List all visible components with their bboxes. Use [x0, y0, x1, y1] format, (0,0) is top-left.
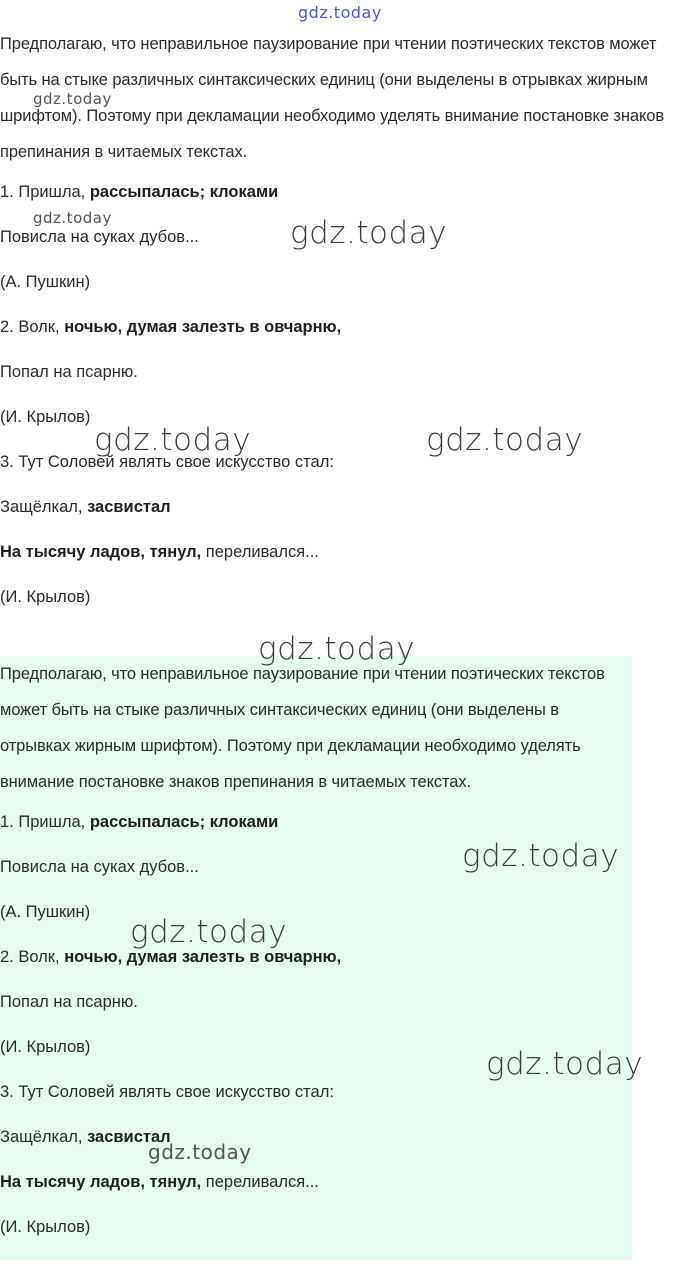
- line-text: 3. Тут Соловей являть свое искусство стал:: [0, 1083, 334, 1101]
- line-text: 2. Волк,: [0, 948, 65, 966]
- poem-line: [0, 1205, 632, 1250]
- watermark: gdz.today: [148, 1140, 252, 1164]
- line-text: Защёлкал,: [0, 1128, 88, 1146]
- watermark: gdz.today: [33, 209, 112, 227]
- line-text: (А. Пушкин): [0, 903, 91, 921]
- line-text: 3. Тут Соловей являть свое искусство стал:: [0, 453, 334, 471]
- poem-line: [0, 485, 665, 530]
- answer-section-2: [0, 656, 632, 1260]
- watermark: gdz.today: [33, 90, 112, 108]
- line-text: Попал на псарню.: [0, 363, 138, 381]
- poem-line: [0, 530, 665, 575]
- watermark: gdz.today: [258, 631, 416, 667]
- watermark: gdz.today: [130, 914, 288, 950]
- watermark: gdz.today: [462, 838, 620, 874]
- line-bold-text: На тысячу ладов, тянул,: [0, 1173, 202, 1191]
- line-bold-text: засвистал: [87, 1128, 171, 1146]
- poem-line: [0, 1115, 632, 1160]
- line-text: 1. Пришла,: [0, 813, 90, 831]
- line-text: (И. Крылов): [0, 1218, 91, 1236]
- watermark: gdz.today: [486, 1046, 644, 1082]
- poem-line: [0, 350, 665, 395]
- watermark: gdz.today: [298, 3, 382, 22]
- watermark: gdz.today: [94, 422, 252, 458]
- line-text: переливался...: [201, 1173, 319, 1191]
- intro-paragraph: Предполагаю, что неправильное паузирование при чтении поэтических текстов может быть на стыке различных синтаксических единиц (они выделены в отрывках жирным шрифтом). Поэтому при декламации необходимо уделять внимание постановке знаков препинания в читаемых текстах.: [0, 35, 665, 161]
- line-bold-text: ночью, думая залезть в овчарню,: [64, 948, 342, 966]
- line-text: Повисла на суках дубов...: [0, 228, 199, 246]
- poem-line: [0, 575, 665, 620]
- line-text: 1. Пришла,: [0, 183, 90, 201]
- line-text: (И. Крылов): [0, 408, 91, 426]
- line-text: (И. Крылов): [0, 1038, 91, 1056]
- line-text: (А. Пушкин): [0, 273, 91, 291]
- poem-line: [0, 1160, 632, 1205]
- poem-line: [0, 260, 665, 305]
- poem-line: [0, 305, 665, 350]
- intro-paragraph: Предполагаю, что неправильное паузирование при чтении поэтических текстов может быть на стыке различных синтаксических единиц (они выделены в отрывках жирным шрифтом). Поэтому при декламации необходимо уделять внимание постановке знаков препинания в читаемых текстах.: [0, 665, 605, 791]
- line-text: (И. Крылов): [0, 588, 91, 606]
- line-text: Повисла на суках дубов...: [0, 858, 199, 876]
- line-text: переливался...: [201, 543, 319, 561]
- poem-line: [0, 935, 632, 980]
- watermark: gdz.today: [426, 422, 584, 458]
- line-text: 2. Волк,: [0, 318, 65, 336]
- line-text: Защёлкал,: [0, 498, 88, 516]
- line-bold-text: рассыпалась; клоками: [89, 183, 279, 201]
- line-text: Попал на псарню.: [0, 993, 138, 1011]
- line-bold-text: засвистал: [87, 498, 171, 516]
- poem-line: [0, 980, 632, 1025]
- poem-line: [0, 890, 632, 935]
- answer-section-1: [0, 26, 665, 620]
- watermark: gdz.today: [290, 215, 448, 251]
- line-bold-text: На тысячу ладов, тянул,: [0, 543, 202, 561]
- line-bold-text: рассыпалась; клоками: [89, 813, 279, 831]
- line-bold-text: ночью, думая залезть в овчарню,: [64, 318, 342, 336]
